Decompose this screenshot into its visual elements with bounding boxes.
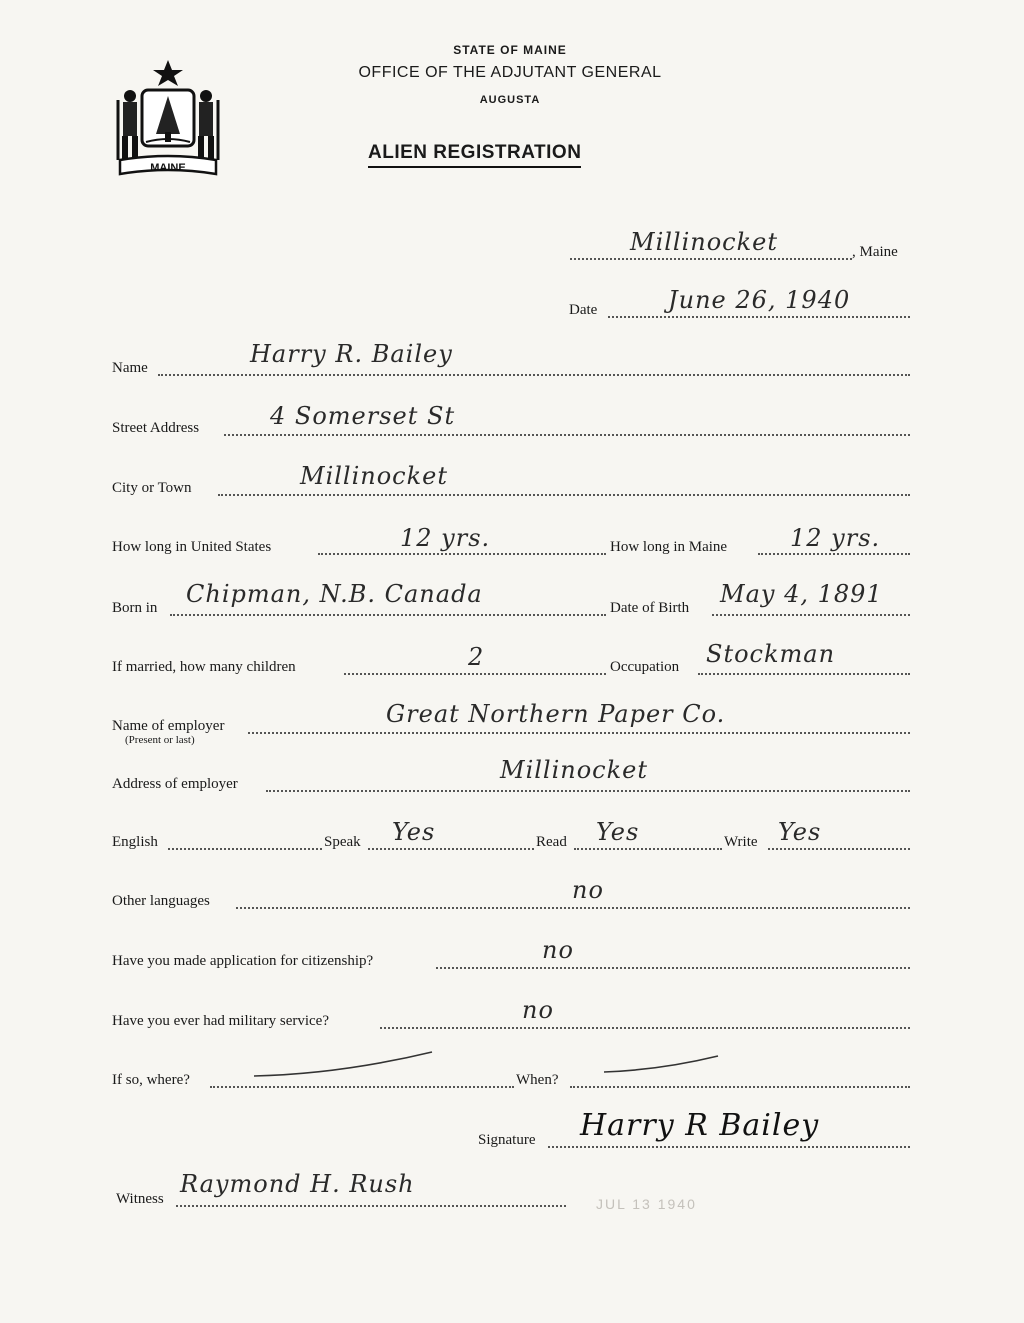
seal-label: MAINE (150, 162, 186, 174)
street-label: Street Address (112, 420, 200, 436)
name-value: Harry R. Bailey (250, 340, 453, 368)
occupation-value: Stockman (706, 640, 836, 668)
date-value: June 26, 1940 (668, 286, 851, 314)
how-long-maine-value: 12 yrs. (790, 524, 881, 552)
how-long-maine-line (758, 553, 910, 555)
place-suffix: , Maine (852, 244, 898, 260)
city-heading: AUGUSTA (479, 94, 541, 106)
military-value: no (522, 996, 554, 1024)
street-value: 4 Somerset St (270, 402, 456, 430)
how-long-maine-label: How long in Maine (610, 539, 728, 555)
dob-line (712, 614, 910, 616)
city-line (218, 494, 910, 496)
speak-value: Yes (392, 818, 436, 846)
citizenship-line (436, 967, 910, 969)
other-lang-value: no (572, 876, 604, 904)
form-title: ALIEN REGISTRATION (368, 142, 581, 168)
where-dash-mark (250, 1048, 440, 1082)
write-label: Write (724, 834, 758, 850)
military-line (380, 1027, 910, 1029)
witness-label: Witness (116, 1191, 164, 1207)
born-line (170, 614, 606, 616)
street-line (224, 434, 910, 436)
place-value: Millinocket (630, 228, 779, 256)
where-label: If so, where? (112, 1072, 190, 1088)
married-line (344, 673, 606, 675)
city-value: Millinocket (300, 462, 449, 490)
employer-sub-label: (Present or last) (125, 734, 195, 746)
write-line (768, 848, 910, 850)
married-label: If married, how many children (112, 659, 296, 675)
employer-addr-value: Millinocket (500, 756, 649, 784)
write-value: Yes (778, 818, 822, 846)
born-value: Chipman, N.B. Canada (186, 580, 483, 608)
dob-value: May 4, 1891 (720, 580, 883, 608)
signature-label: Signature (478, 1132, 536, 1148)
citizenship-value: no (542, 936, 574, 964)
date-line (608, 316, 910, 318)
how-long-us-value: 12 yrs. (400, 524, 491, 552)
employer-addr-label: Address of employer (112, 776, 238, 792)
how-long-us-line (318, 553, 606, 555)
read-label: Read (536, 834, 567, 850)
dob-label: Date of Birth (610, 600, 690, 616)
state-heading: STATE OF MAINE (453, 43, 567, 57)
employer-addr-line (266, 790, 910, 792)
when-label: When? (516, 1072, 559, 1088)
other-lang-line (236, 907, 910, 909)
employer-value: Great Northern Paper Co. (386, 700, 726, 728)
place-line (570, 258, 852, 260)
when-line (570, 1086, 910, 1088)
name-line (158, 374, 910, 376)
read-value: Yes (596, 818, 640, 846)
occupation-label: Occupation (610, 659, 680, 675)
office-heading: OFFICE OF THE ADJUTANT GENERAL (358, 64, 662, 81)
children-value: 2 (468, 643, 485, 671)
speak-label: Speak (324, 834, 361, 850)
received-stamp: JUL 13 1940 (596, 1196, 697, 1212)
signature-line (548, 1146, 910, 1148)
occupation-line (698, 673, 910, 675)
read-line (574, 848, 722, 850)
where-line (210, 1086, 514, 1088)
when-dash-mark (600, 1052, 724, 1078)
born-label: Born in (112, 600, 158, 616)
witness-value: Raymond H. Rush (180, 1170, 415, 1198)
employer-label: Name of employer (112, 718, 225, 734)
english-label: English (112, 834, 158, 850)
how-long-us-label: How long in United States (112, 539, 272, 555)
english-line (168, 848, 322, 850)
employer-line (248, 732, 910, 734)
speak-line (368, 848, 534, 850)
city-label: City or Town (112, 480, 192, 496)
signature-value: Harry R Bailey (580, 1108, 820, 1143)
citizenship-label: Have you made application for citizenship? (112, 953, 374, 969)
name-label: Name (112, 360, 148, 376)
date-label: Date (569, 302, 598, 318)
other-lang-label: Other languages (112, 893, 210, 909)
witness-line (176, 1205, 566, 1207)
state-seal-icon (112, 56, 224, 180)
military-label: Have you ever had military service? (112, 1013, 329, 1029)
